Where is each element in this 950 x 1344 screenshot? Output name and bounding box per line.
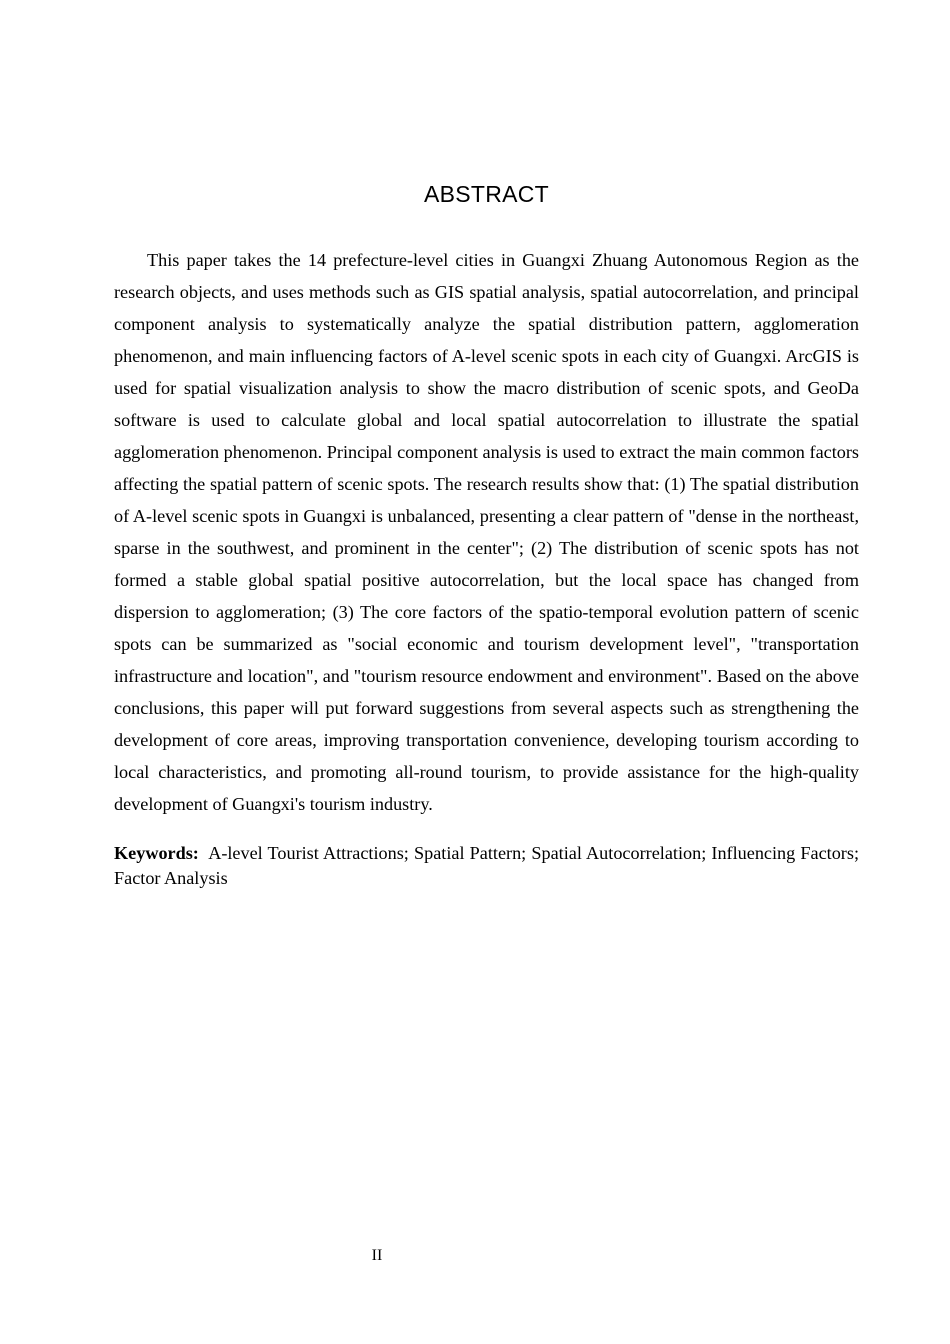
keywords-list: A-level Tourist Attractions; Spatial Pattern; Spatial Autocorrelation; Influencing Factors; Factor Analysis	[114, 843, 859, 888]
page-number: II	[371, 1247, 383, 1264]
abstract-paragraph: This paper takes the 14 prefecture-level cities in Guangxi Zhuang Autonomous Region as the research objects, and uses methods such as GIS spatial analysis, spatial autocorrelation, and principal component analysis to systematically analyze the spatial distribution pattern, agglomeration phenomenon, and main influencing factors of A-level scenic spots in each city of Guangxi. ArcGIS is used for spatial visualization analysis to show the macro distribution of scenic spots, and GeoDa software is used to calculate global and local spatial autocorrelation to illustrate the spatial agglomeration phenomenon. Principal component analysis is used to extract the main common factors affecting the spatial pattern of scenic spots. The research results show that: (1) The spatial distribution of A-level scenic spots in Guangxi is unbalanced, presenting a clear pattern of "dense in the northeast, sparse in the southwest, and prominent in the center"; (2) The distribution of scenic spots has not formed a stable global spatial positive autocorrelation, but the local space has changed from dispersion to agglomeration; (3) The core factors of the spatio-temporal evolution pattern of scenic spots can be summarized as "social economic and tourism development level", "transportation infrastructure and location", and "tourism resource endowment and environment". Based on the above conclusions, this paper will put forward suggestions from several aspects such as strengthening the development of core areas, improving transportation convenience, developing tourism according to local characteristics, and promoting all-round tourism, to provide assistance for the high-quality development of Guangxi's tourism industry.	[114, 250, 859, 814]
keywords-label: Keywords:	[114, 843, 199, 863]
keywords-line	[114, 841, 859, 891]
abstract-heading: ABSTRACT	[423, 181, 550, 207]
